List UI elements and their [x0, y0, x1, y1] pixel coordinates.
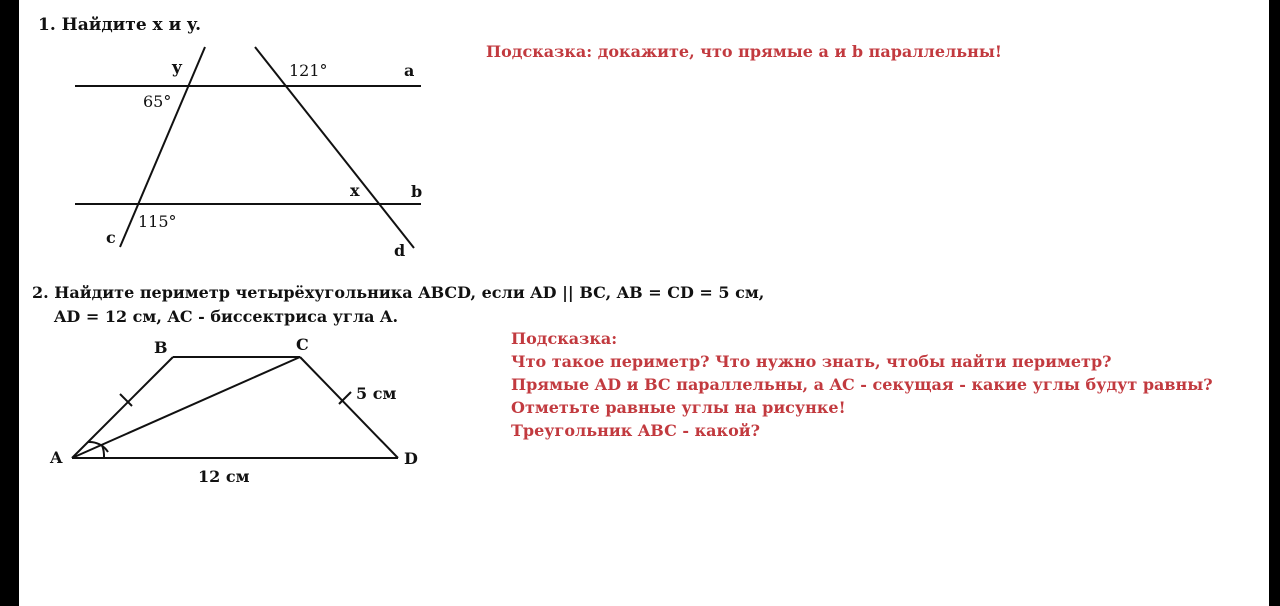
side-cd — [300, 357, 398, 458]
label-angle-65: 65° — [143, 92, 172, 111]
label-c: c — [106, 228, 116, 247]
label-angle-121: 121° — [289, 61, 328, 80]
label-angle-115: 115° — [138, 212, 177, 231]
label-C: C — [296, 335, 309, 354]
label-x: x — [350, 181, 360, 200]
label-d: d — [394, 241, 406, 260]
task2-line2: AD = 12 см, AC - биссектриса угла A. — [54, 307, 399, 326]
task2-hint-1: Что такое периметр? Что нужно знать, чтобы найти периметр? — [511, 352, 1112, 371]
diagonal-ac — [72, 357, 300, 458]
task2-hint-4: Треугольник ABC - какой? — [511, 421, 760, 440]
task2-hint-2: Прямые AD и BC параллельны, а AC - секущая - какие углы будут равны? — [511, 375, 1213, 394]
task1-title: 1. Найдите x и y. — [38, 15, 201, 35]
task2-hint-title: Подсказка: — [511, 329, 618, 348]
label-D: D — [404, 449, 418, 468]
label-a: a — [404, 61, 415, 80]
side-ab — [72, 357, 173, 458]
task2-hint-3: Отметьте равные углы на рисунке! — [511, 398, 846, 417]
task2-line1: 2. Найдите периметр четырёхугольника ABCD, если AD || BC, AB = CD = 5 см, — [32, 283, 765, 302]
label-B: B — [154, 338, 168, 357]
label-ad-length: 12 см — [198, 467, 250, 486]
label-y: y — [172, 58, 182, 78]
label-A: A — [50, 448, 63, 467]
task1-hint: Подсказка: докажите, что прямые a и b параллельны! — [486, 42, 1002, 61]
label-b: b — [411, 182, 423, 201]
label-cd-length: 5 см — [356, 384, 397, 403]
